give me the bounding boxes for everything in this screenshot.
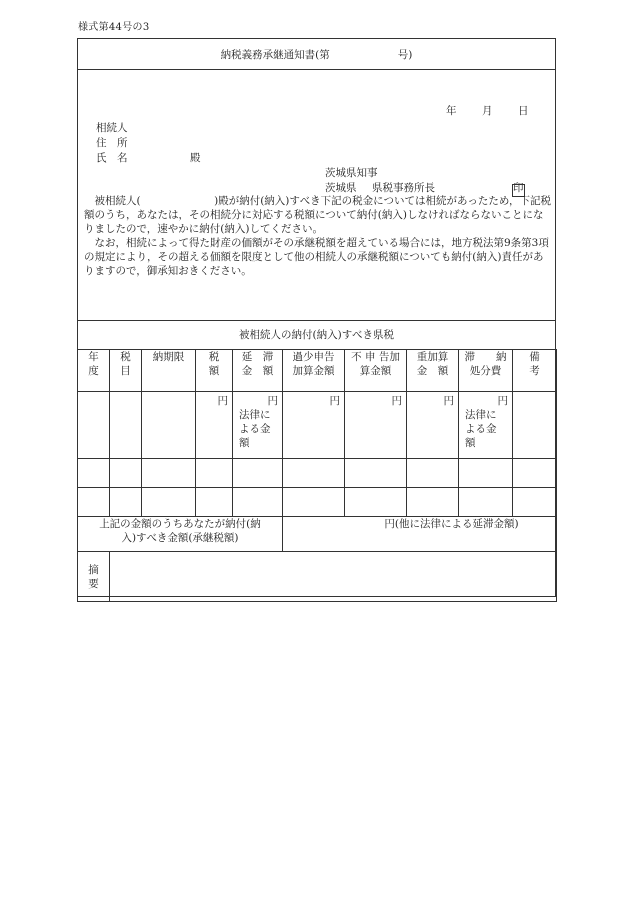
form-title [78, 39, 555, 69]
cell-due-date[interactable] [142, 392, 196, 459]
form-number: 様式第44号の3 [78, 22, 150, 33]
cell-remarks[interactable] [513, 459, 557, 488]
header-no-report: 不 申 告加算金額 [345, 350, 407, 392]
table-row [78, 392, 557, 459]
table-row [78, 488, 557, 517]
cell-tax-item[interactable] [110, 488, 142, 517]
memo-row [78, 552, 557, 602]
title-prefix: 納税義務承継通知書(第 [220, 48, 330, 61]
delinquency-law-note: 法律による金額 [465, 409, 497, 449]
divider-section [78, 320, 555, 321]
cell-under-report[interactable]: 円 [283, 392, 345, 459]
cell-late-fee[interactable] [233, 459, 283, 488]
table-row [78, 459, 557, 488]
divider-title [78, 69, 555, 70]
cell-tax-item[interactable] [110, 459, 142, 488]
cell-late-fee[interactable] [233, 488, 283, 517]
notice-body [84, 194, 551, 278]
cell-tax-amount[interactable]: 円 [196, 392, 233, 459]
cell-under-report[interactable] [283, 459, 345, 488]
official-seal: 印 [513, 182, 524, 194]
body-paragraph-1: 被相続人( )殿が納付(納入)すべき下記の税金については相続があったため，下記税額のうち，あなたは，その相続分に対応する税額について納付(納入)しなければならないことになりましたので，速やかに納付(納入)してください。 [84, 195, 551, 235]
cell-no-report[interactable]: 円 [345, 392, 407, 459]
heir-label: 相続人 [96, 122, 128, 134]
cell-due-date[interactable] [142, 459, 196, 488]
memo-label: 摘要 [78, 552, 110, 602]
address-label: 住 所 [96, 137, 128, 149]
cell-heavy-add[interactable] [407, 488, 459, 517]
cell-year[interactable] [78, 459, 110, 488]
memo-field[interactable] [110, 552, 557, 602]
body-paragraph-2: なお，相続によって得た財産の価額がその承継税額を超えている場合には，地方税法第9条第3項の規定により，その超える価額を限度として他の相続人の承継税額についても納付(納入)責任がありますので，御承知おきください。 [84, 237, 549, 277]
cell-tax-item[interactable] [110, 392, 142, 459]
cell-late-fee[interactable]: 円 法律による金額 [233, 392, 283, 459]
header-delinquency-cost: 滞 納処分費 [459, 350, 513, 392]
cell-due-date[interactable] [142, 488, 196, 517]
header-tax-amount: 税額 [196, 350, 233, 392]
name-label: 氏 名 [96, 152, 128, 164]
cell-heavy-add[interactable] [407, 459, 459, 488]
date-year-label: 年 [446, 105, 457, 117]
date-month-label: 月 [482, 105, 493, 117]
section-title: 被相続人の納付(納入)すべき県税 [239, 329, 394, 341]
honorific-label: 殿 [190, 152, 201, 164]
late-fee-law-note: 法律による金額 [239, 409, 271, 449]
summary-label: 上記の金額のうちあなたが納付(納入)すべき金額(承継税額) [78, 517, 283, 552]
header-heavy-add: 重加算金 額 [407, 350, 459, 392]
header-tax-item: 税目 [110, 350, 142, 392]
issuer-governor: 茨城県知事 [325, 167, 378, 179]
notice-form [77, 38, 556, 597]
summary-row [78, 517, 557, 552]
cell-tax-amount[interactable] [196, 488, 233, 517]
header-remarks: 備考 [513, 350, 557, 392]
cell-remarks[interactable] [513, 392, 557, 459]
header-under-report: 過少申告加算金額 [283, 350, 345, 392]
cell-year[interactable] [78, 488, 110, 517]
cell-no-report[interactable] [345, 488, 407, 517]
cell-under-report[interactable] [283, 488, 345, 517]
issuer-prefecture: 茨城県 [325, 182, 357, 194]
date-day-label: 日 [518, 105, 529, 117]
cell-delinquency-cost[interactable] [459, 459, 513, 488]
cell-delinquency-cost[interactable] [459, 488, 513, 517]
tax-table [77, 349, 557, 602]
inherited-tax-amount-field[interactable]: 円(他に法律による延滞金額) [283, 517, 557, 552]
cell-heavy-add[interactable]: 円 [407, 392, 459, 459]
cell-remarks[interactable] [513, 488, 557, 517]
header-year: 年度 [78, 350, 110, 392]
cell-delinquency-cost[interactable]: 円 法律による金額 [459, 392, 513, 459]
table-header-row [78, 350, 557, 392]
header-due-date: 納期限 [142, 350, 196, 392]
issuer-office: 県税事務所長 [372, 182, 435, 194]
cell-tax-amount[interactable] [196, 459, 233, 488]
cell-no-report[interactable] [345, 459, 407, 488]
cell-year[interactable] [78, 392, 110, 459]
header-late-fee: 延 滞金 額 [233, 350, 283, 392]
title-suffix: 号) [397, 48, 413, 61]
